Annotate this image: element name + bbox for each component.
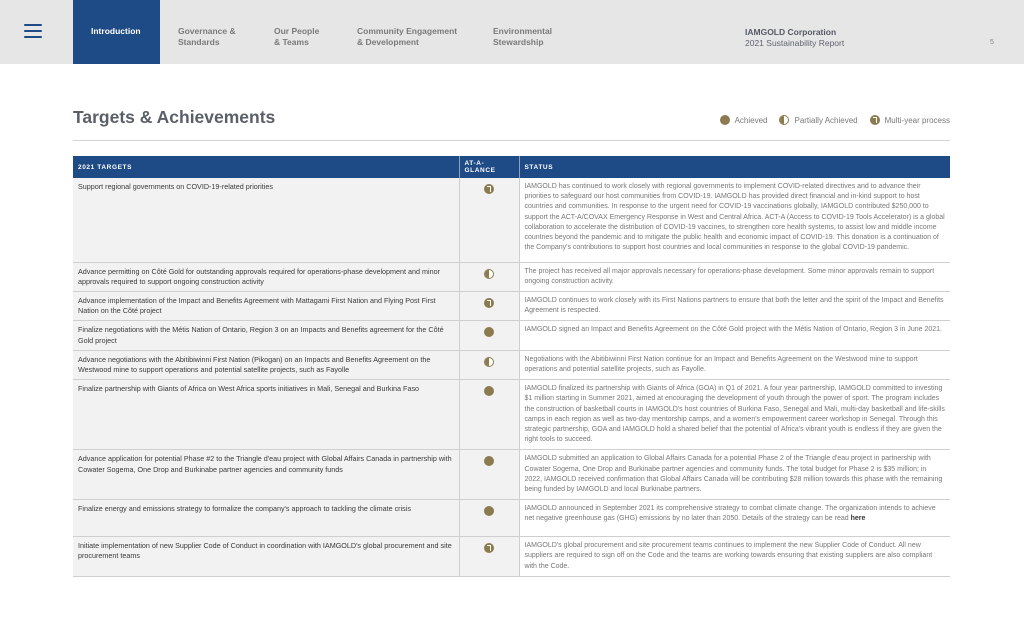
glance-cell [459,321,519,350]
report-name: 2021 Sustainability Report [745,37,845,48]
status-text: IAMGOLD signed an Impact and Benefits Agreement on the Côté Gold project with the Métis Nation of Ontario, Region 3 in June 2021. [524,326,943,334]
achieved-icon [484,386,494,396]
status-cell [519,537,950,577]
glance-cell [459,291,519,320]
status-text: IAMGOLD has continued to work closely with regional governments to implement COVID-related directives and to advance their priorities to safeguard our host communities from COVID-19. IAMGOLD has provided direct financial and in-kind support to host countries and communities. In response to the urgent need for COVID-19 vaccinations globally, IAMGOLD contributed $250,000 to support the ACT-A/COVAX Emergency Response in West and Central Africa. ACT-A (Access to COVID-19 Tools Accelerator) is a global collaboration to accelerate the distribution of COVID-19 vaccines, to strengthen core health systems, to assist low and middle income countries beyond the pandemic and to mitigate the public health and economic impact of COVID-19. This donation is a continuation of the Company's contributions to support host countries and local communities in response to the global COVID-19 pandemic. [524,183,945,252]
report-identity [745,27,844,48]
hamburger-menu-icon[interactable] [24,24,42,40]
status-cell [519,450,950,500]
strategy-link[interactable]: here [850,515,866,523]
status-text: Negotiations with the Abitibiwinni First Nation continue for an Impact and Benefits Agreement on the Westwood mine to support operations and potential satellite projects, such as Fayolle. [524,355,918,373]
target-cell: Advance implementation of the Impact and Benefits Agreement with Mattagami First Nation and Flying Post First Nation on the Côté project [73,291,459,320]
glance-cell [459,537,519,577]
table-header-row [73,156,950,178]
achieved-icon [484,456,494,466]
status-text: IAMGOLD finalized its partnership with Giants of Africa (GOA) in Q1 of 2021. A four year partnership, IAMGOLD committed to investing $1 million starting in Summer 2021, aimed at encouraging the development of youth through the power of sport. The program includes the construction of basketball courts in IAMGOLD's host countries of Burkina Faso, Senegal and Mali, multi-day basketball and life-skills camps in each region as well as two-day mentorship camps, and a women's empowerment career workshop in Senegal. Through this strategic partnership, GOA and IAMGOLD hold a shared belief that the potential of Africa's vibrant youth is endless if they are given the right tools to succeed. [524,385,945,444]
status-cell [519,291,950,320]
status-text: The project has received all major approvals necessary for operations-phase development. Some minor approvals remain to support ongoing construction activity. [524,267,935,285]
achieved-icon [720,115,730,125]
top-navigation [0,0,1024,64]
target-cell: Advance negotiations with the Abitibiwinni First Nation (Pikogan) on an Impacts and Benefits Agreement on the Westwood mine to support operations and potential satellite projects, such as Fayolle [73,350,459,379]
glance-cell [459,450,519,500]
legend-achieved [720,115,768,125]
header-targets: 2021 TARGETS [73,156,459,178]
status-cell [519,350,950,379]
glance-cell [459,380,519,450]
table-row [73,500,950,537]
multi-year-icon [484,298,494,308]
status-cell [519,380,950,450]
status-legend [708,115,950,125]
partially-achieved-icon [779,115,789,125]
page-number: 5 [990,39,994,46]
corp-name: IAMGOLD Corporation [745,27,837,37]
status-cell [519,500,950,537]
glance-cell [459,262,519,291]
table-row [73,291,950,320]
multi-year-icon [484,543,494,553]
nav-tab-environment[interactable]: Environmental Stewardship [493,26,553,47]
status-text: IAMGOLD submitted an application to Global Affairs Canada for a potential Phase 2 of the Triangle d'eau project in partnership with Cowater Sogema, One Drop and Burkinabe partner agencies and community funds. The total budget for Phase 2 is $35 million; in 2022, IAMGOLD received confirmation that Global Affairs Canada will be contributing $28 million towards this phase with the remaining being funded by IAMGOLD and local Burkinabe partners. [524,455,943,493]
nav-tab-people[interactable]: Our People & Teams [274,26,320,47]
glance-cell [459,500,519,537]
table-row [73,178,950,262]
table-row [73,350,950,379]
status-text: IAMGOLD continues to work closely with its First Nations partners to ensure that both the letter and the spirit of the Impact and Benefits Agreement is respected. [524,296,944,315]
glance-cell [459,178,519,262]
nav-tab-label: Introduction [91,26,141,36]
status-cell [519,262,950,291]
legend-partial [779,115,857,125]
achieved-icon [484,506,494,516]
partially-achieved-icon [484,357,494,367]
table-row [73,380,950,450]
target-cell: Advance application for potential Phase #2 to the Triangle d'eau project with Global Affairs Canada in partnership with Cowater Sogema, One Drop and Burkinabe partner agencies and community funds [73,450,459,500]
nav-tab-community[interactable]: Community Engagement & Development [357,26,458,47]
status-cell [519,321,950,350]
table-row [73,321,950,350]
page-title: Targets & Achievements [73,107,276,127]
target-cell: Initiate implementation of new Supplier Code of Conduct in coordination with IAMGOLD's global procurement and site procurement teams [73,537,459,577]
target-cell: Finalize energy and emissions strategy to formalize the company's approach to tackling the climate crisis [73,500,459,537]
title-divider [73,140,950,141]
table-row [73,262,950,291]
target-cell: Support regional governments on COVID-19-related priorities [73,178,459,262]
status-text: IAMGOLD's global procurement and site procurement teams continues to implement the new Supplier Code of Conduct. All new suppliers are required to sign off on the Code and the teams are working towards ensuring that existing suppliers are also compliant with the Code. [524,542,933,570]
nav-tab-introduction[interactable] [73,0,160,64]
legend-partial-label: Partially Achieved [794,115,858,125]
target-cell: Finalize partnership with Giants of Africa on West Africa sports initiatives in Mali, Senegal and Burkina Faso [73,380,459,450]
partially-achieved-icon [484,269,494,279]
multi-year-icon [870,115,880,125]
header-status: STATUS [519,156,950,178]
multi-year-icon [484,184,494,194]
glance-cell [459,350,519,379]
header-glance: AT-A-GLANCE [459,156,519,178]
target-cell: Finalize negotiations with the Métis Nation of Ontario, Region 3 on an Impacts and Benefits agreement for the Côté Gold project [73,321,459,350]
table-row [73,450,950,500]
nav-tab-governance[interactable]: Governance & Standards [178,26,236,47]
table-row [73,537,950,577]
legend-achieved-label: Achieved [734,115,768,125]
targets-table [73,156,950,577]
legend-multi [870,115,950,125]
status-cell [519,178,950,262]
achieved-icon [484,327,494,337]
legend-multi-label: Multi-year process [884,115,950,125]
status-text: IAMGOLD announced in September 2021 its comprehensive strategy to combat climate change. The organization intends to achieve net negative greenhouse gas (GHG) emissions by no later than 2050. Details of the strategy can be read [524,505,936,523]
target-cell: Advance permitting on Côté Gold for outstanding approvals required for operations-phase development and minor approvals required to support ongoing construction activity [73,262,459,291]
